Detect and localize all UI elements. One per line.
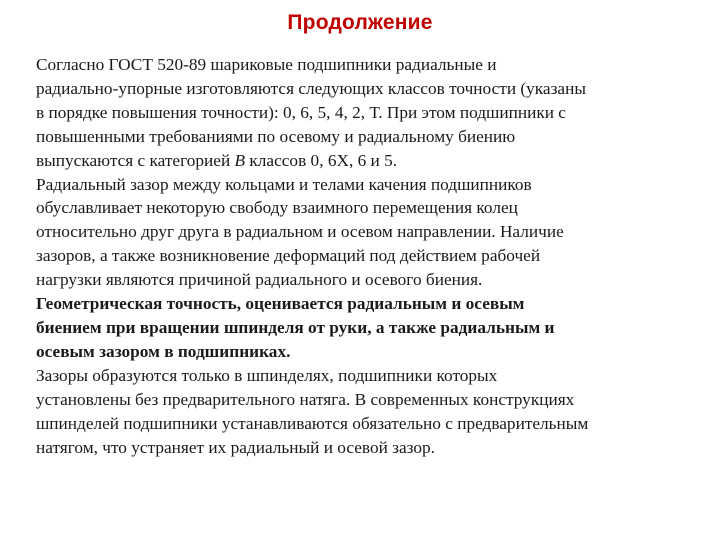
text-line: осевым зазором в подшипниках. <box>36 341 291 361</box>
paragraph-geometric-accuracy <box>36 292 686 364</box>
text-segment: классов 0, 6Х, 6 и 5. <box>245 150 398 170</box>
text-line: натягом, что устраняет их радиальный и осевой зазор. <box>36 437 435 457</box>
text-line: зазоров, а также возникновение деформаций под действием рабочей <box>36 246 541 266</box>
text-line: установлены без предварительного натяга. В современных конструкциях <box>36 389 575 409</box>
text-line: повышенными требованиями по осевому и радиальному биению <box>36 126 516 146</box>
text-line: Зазоры образуются только в шпинделях, подшипники которых <box>36 365 498 385</box>
paragraph-gost-precision-classes <box>36 53 686 173</box>
text-line <box>36 149 686 173</box>
text-line: в порядке повышения точности): 0, 6, 5, 4, 2, Т. При этом подшипники с <box>36 102 566 122</box>
text-line: обуславливает некоторую свободу взаимного перемещения колец <box>36 198 518 218</box>
paragraph-radial-clearance <box>36 173 686 293</box>
text-line: нагрузки являются причиной радиального и осевого биения. <box>36 270 483 290</box>
text-line: Радиальный зазор между кольцами и телами качения подшипников <box>36 174 532 194</box>
category-letter: В <box>234 150 246 170</box>
text-segment: выпускаются с категорией <box>36 150 235 170</box>
text-line: относительно друг друга в радиальном и осевом направлении. Наличие <box>36 222 564 242</box>
text-line: радиально-упорные изготовляются следующих классов точности (указаны <box>36 78 586 98</box>
text-line: Согласно ГОСТ 520-89 шариковые подшипники радиальные и <box>36 55 497 74</box>
text-line: Геометрическая точность, оценивается радиальным и осевым <box>36 294 525 314</box>
text-line: шпинделей подшипники устанавливаются обязательно с предварительным <box>36 413 589 433</box>
text-line: биением при вращении шпинделя от руки, а также радиальным и <box>36 317 555 337</box>
paragraph-preload <box>36 364 686 460</box>
slide-body <box>36 53 686 459</box>
slide-title: Продолжение <box>287 11 433 34</box>
